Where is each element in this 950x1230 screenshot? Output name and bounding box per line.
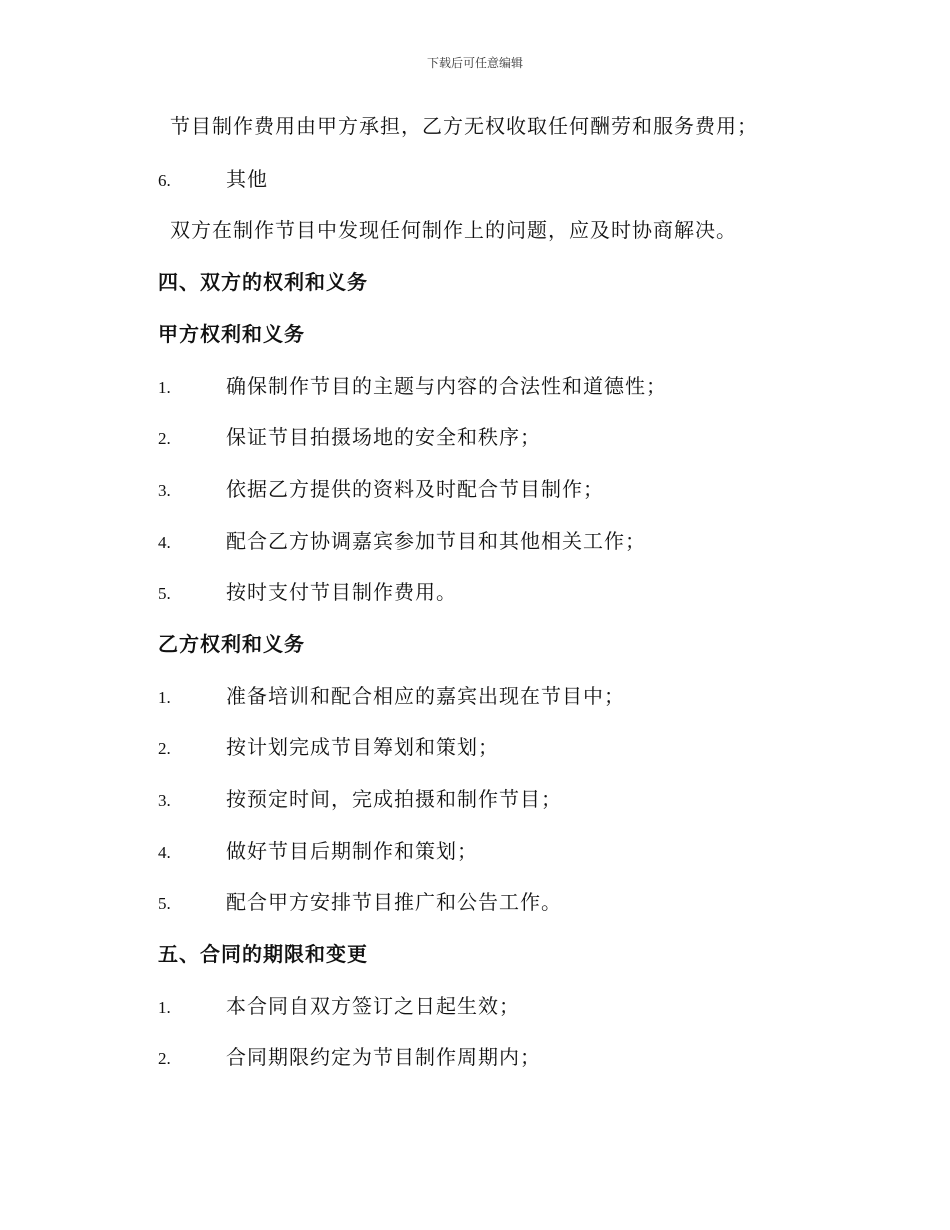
list-text: 做好节目后期制作和策划； — [226, 839, 478, 863]
list-item — [158, 733, 870, 763]
paragraph-fee: 节目制作费用由甲方承担，乙方无权收取任何酬劳和服务费用； — [170, 114, 758, 138]
list-number: 2. — [158, 739, 171, 758]
list-item — [158, 578, 870, 608]
subsection-title-party-b: 乙方权利和义务 — [158, 632, 305, 656]
list-text: 本合同自双方签订之日起生效； — [226, 994, 520, 1018]
list-item — [158, 475, 870, 505]
list-text: 依据乙方提供的资料及时配合节目制作； — [226, 477, 604, 501]
list-number: 5. — [158, 894, 171, 913]
list-text: 配合乙方协调嘉宾参加节目和其他相关工作； — [226, 529, 646, 553]
list-number: 2. — [158, 429, 171, 448]
paragraph-negotiation: 双方在制作节目中发现任何制作上的问题，应及时协商解决。 — [170, 218, 737, 242]
list-text: 按时支付节目制作费用。 — [226, 580, 457, 604]
list-item-other — [158, 165, 870, 195]
list-item — [158, 992, 870, 1022]
list-item — [158, 837, 870, 867]
list-item — [158, 527, 870, 557]
list-number: 1. — [158, 688, 171, 707]
list-number: 5. — [158, 584, 171, 603]
section-title-rights: 四、双方的权利和义务 — [158, 270, 368, 294]
list-number: 4. — [158, 533, 171, 552]
list-text: 其他 — [226, 167, 268, 191]
list-text: 保证节目拍摄场地的安全和秩序； — [226, 425, 541, 449]
list-item — [158, 682, 870, 712]
list-number: 2. — [158, 1049, 171, 1068]
list-number: 1. — [158, 998, 171, 1017]
list-number: 4. — [158, 843, 171, 862]
list-text: 准备培训和配合相应的嘉宾出现在节目中； — [226, 684, 625, 708]
list-number: 1. — [158, 378, 171, 397]
subsection-title-party-a: 甲方权利和义务 — [158, 322, 305, 346]
section-title-term: 五、合同的期限和变更 — [158, 942, 368, 966]
list-number: 3. — [158, 791, 171, 810]
list-item — [158, 1043, 870, 1073]
list-item — [158, 372, 870, 402]
list-text: 按计划完成节目筹划和策划； — [226, 735, 499, 759]
list-text: 合同期限约定为节目制作周期内； — [226, 1045, 541, 1069]
page-header: 下载后可任意编辑 — [426, 56, 523, 70]
list-text: 确保制作节目的主题与内容的合法性和道德性； — [226, 374, 667, 398]
list-item — [158, 888, 870, 918]
list-item — [158, 785, 870, 815]
list-number: 6. — [158, 171, 171, 190]
list-item — [158, 423, 870, 453]
list-number: 3. — [158, 481, 171, 500]
list-text: 按预定时间，完成拍摄和制作节目； — [226, 787, 562, 811]
list-text: 配合甲方安排节目推广和公告工作。 — [226, 890, 562, 914]
